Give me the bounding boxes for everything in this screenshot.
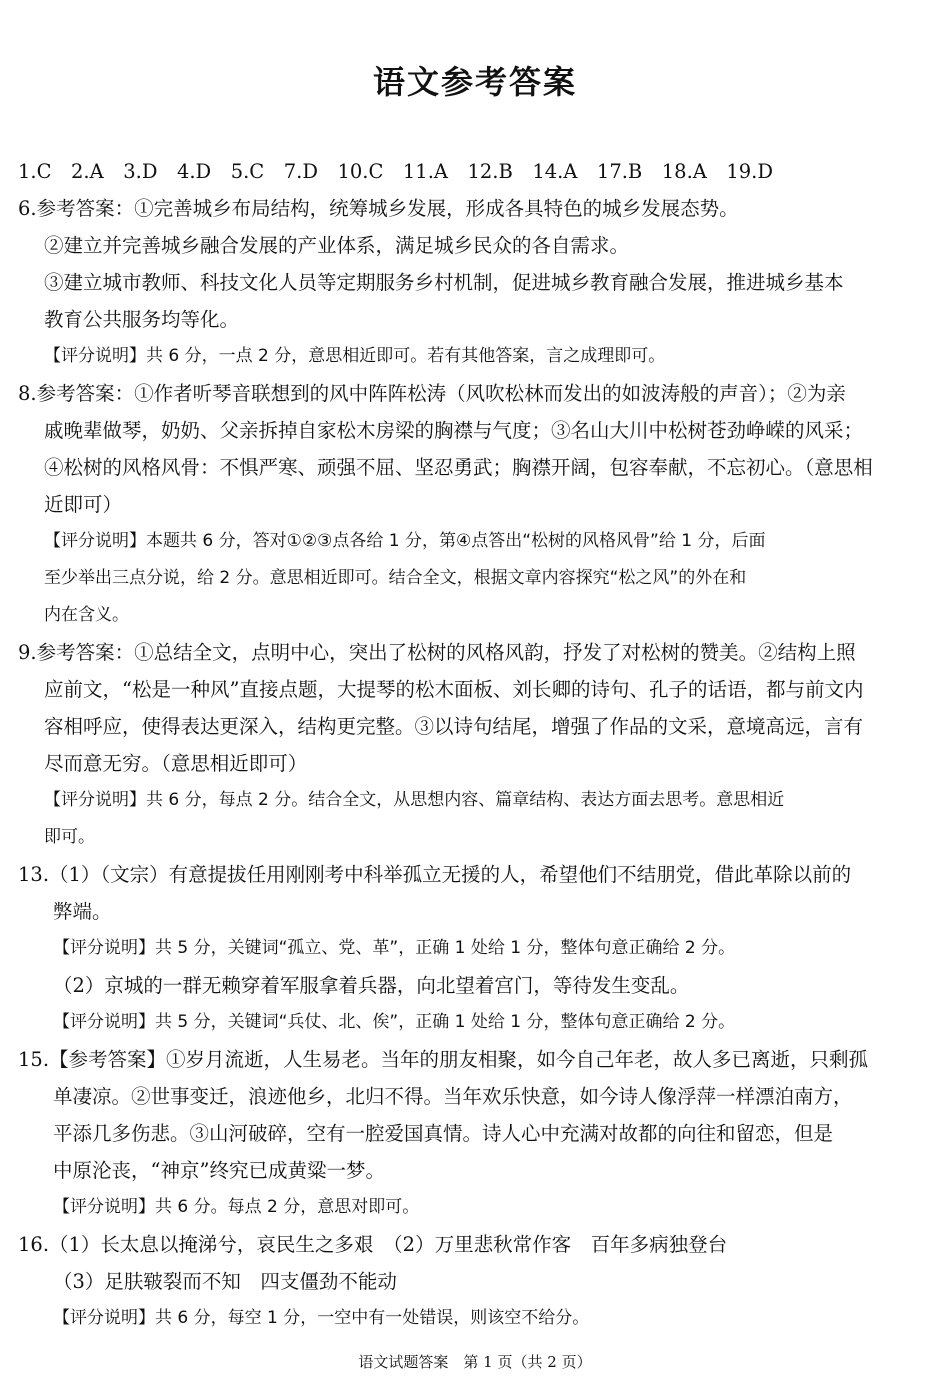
q16-scoring-note: 【评分说明】共 6 分，每空 1 分，一空中有一处错误，则该空不给分。 xyxy=(53,1308,590,1328)
q16-line: 16.（1）长太息以掩涕兮，哀民生之多艰 （2）万里悲秋常作客 百年多病独登台 xyxy=(18,1233,728,1256)
q13-scoring-note: 【评分说明】共 5 分，关键词“孤立、党、革”，正确 1 处给 1 分，整体句意正确给 2 分。 xyxy=(53,938,736,958)
question-6-block xyxy=(18,190,930,375)
q13-line: 弊端。 xyxy=(53,900,112,923)
q9-line: 应前文，“松是一种风”直接点题，大提琴的松木面板、刘长卿的诗句、孔子的话语，都与前文内 xyxy=(44,678,864,701)
q6-line: ③建立城市教师、科技文化人员等定期服务乡村机制，促进城乡教育融合发展，推进城乡基本 xyxy=(44,271,844,294)
question-15-block xyxy=(18,1041,930,1226)
q9-scoring-note: 【评分说明】共 6 分，每点 2 分。结合全文，从思想内容、篇章结构、表达方面去思考。意思相近 xyxy=(44,790,785,810)
q9-line: 尽而意无穷。（意思相近即可） xyxy=(44,752,308,775)
question-16-block xyxy=(18,1226,930,1337)
q8-line: 8.参考答案：①作者听琴音联想到的风中阵阵松涛（风吹松林而发出的如波涛般的声音）；②为亲 xyxy=(18,382,846,405)
q8-line: ④松树的风格风骨：不惧严寒、顽强不屈、坚忍勇武；胸襟开阔，包容奉献，不忘初心。（意思相 xyxy=(44,456,873,479)
multiple-choice-answers: 1.C 2.A 3.D 4.D 5.C 7.D 10.C 11.A 12.B 14.A 17.B 18.A 19.D xyxy=(18,160,773,183)
q13-scoring-note: 【评分说明】共 5 分，关键词“兵仗、北、俟”，正确 1 处给 1 分，整体句意正确给 2 分。 xyxy=(53,1012,736,1032)
q8-scoring-note: 至少举出三点分说，给 2 分。意思相近即可。结合全文，根据文章内容探究“松之风”的外在和 xyxy=(44,568,747,588)
q15-line: 15.【参考答案】①岁月流逝，人生易老。当年的朋友相聚，如今自己年老，故人多已离逝，只剩孤 xyxy=(18,1048,869,1071)
q15-line: 平添几多伤悲。③山河破碎，空有一腔爱国真情。诗人心中充满对故都的向往和留恋，但是 xyxy=(53,1122,834,1145)
q13-line: 13.（1）（文宗）有意提拔任用刚刚考中科举孤立无援的人，希望他们不结朋党，借此革除以前的 xyxy=(18,863,852,886)
q6-scoring-note: 【评分说明】共 6 分，一点 2 分，意思相近即可。若有其他答案，言之成理即可。 xyxy=(44,346,666,366)
q16-line: （3）足肤皲裂而不知 四支僵劲不能动 xyxy=(53,1270,397,1293)
q9-line: 容相呼应，使得表达更深入，结构更完整。③以诗句结尾，增强了作品的文采，意境高远，言有 xyxy=(44,715,864,738)
q6-line: 6.参考答案：①完善城乡布局结构，统筹城乡发展，形成各具特色的城乡发展态势。 xyxy=(18,197,739,220)
question-13-block xyxy=(18,856,930,1041)
answer-content xyxy=(18,153,930,1337)
q8-scoring-note: 内在含义。 xyxy=(44,605,129,625)
question-8-block xyxy=(18,375,930,634)
page-footer: 语文试题答案 第 1 页（共 2 页） xyxy=(358,1353,592,1371)
q6-line: 教育公共服务均等化。 xyxy=(44,308,240,331)
q8-line: 戚晚辈做琴，奶奶、父亲拆掉自家松木房梁的胸襟与气度；③名山大川中松树苍劲峥嵘的风采； xyxy=(44,419,864,442)
q8-line: 近即可） xyxy=(44,493,123,516)
page-title: 语文参考答案 xyxy=(372,63,577,101)
q8-scoring-note: 【评分说明】本题共 6 分，答对①②③点各给 1 分，第④点答出“松树的风格风骨”给 1 分，后面 xyxy=(44,531,766,551)
q15-line: 单凄凉。②世事变迁，浪迹他乡，北归不得。当年欢乐快意，如今诗人像浮萍一样漂泊南方， xyxy=(53,1085,853,1108)
q15-line: 中原沦丧，“神京”终究已成黄粱一梦。 xyxy=(53,1159,385,1182)
q15-scoring-note: 【评分说明】共 6 分。每点 2 分，意思对即可。 xyxy=(53,1197,420,1217)
q13-line: （2）京城的一群无赖穿着军服拿着兵器，向北望着宫门，等待发生变乱。 xyxy=(53,974,690,997)
q9-scoring-note: 即可。 xyxy=(44,827,95,847)
q9-line: 9.参考答案：①总结全文，点明中心，突出了松树的风格风韵，抒发了对松树的赞美。②结构上照 xyxy=(18,641,856,664)
q6-line: ②建立并完善城乡融合发展的产业体系，满足城乡民众的各自需求。 xyxy=(44,234,630,257)
question-9-block xyxy=(18,634,930,856)
